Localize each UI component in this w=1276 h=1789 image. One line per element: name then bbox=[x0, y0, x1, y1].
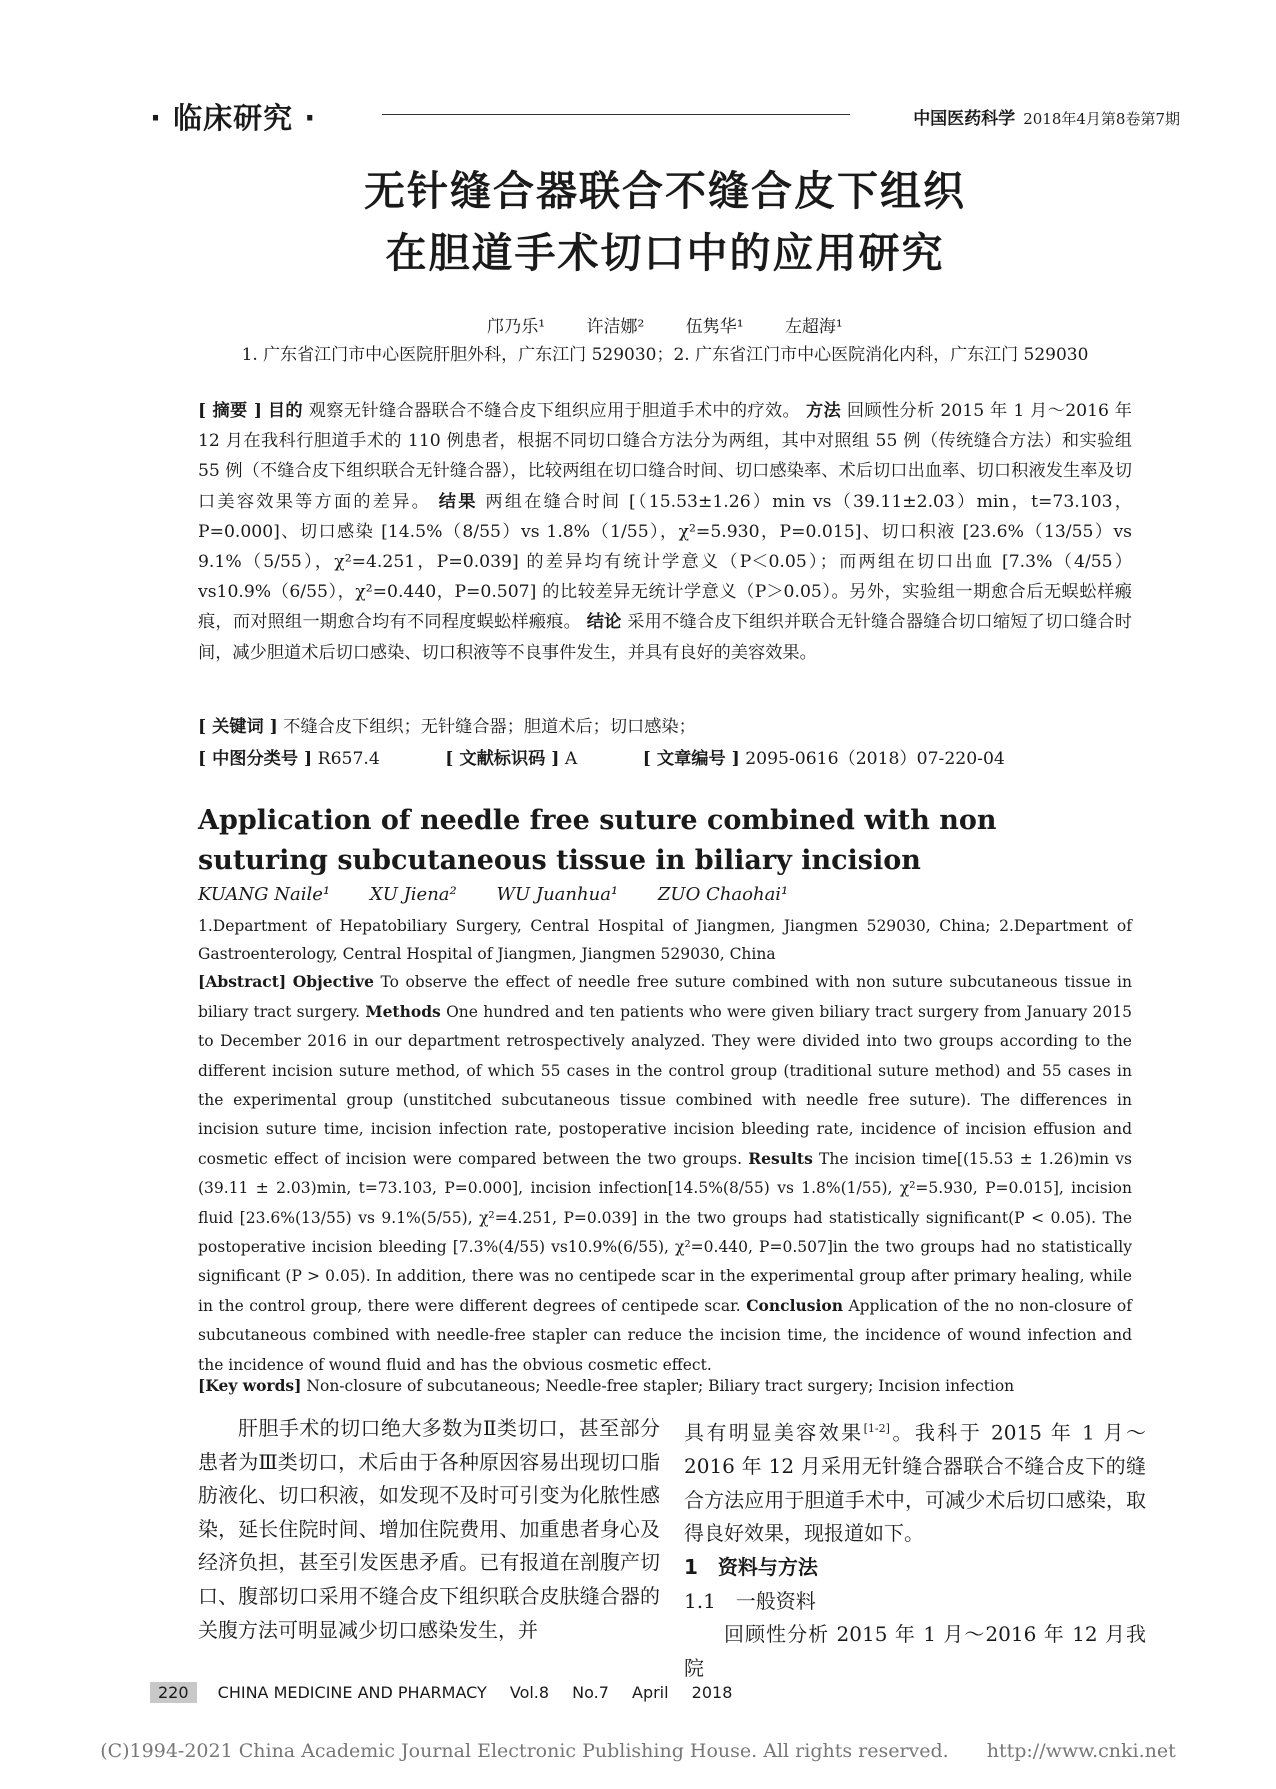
body-right-last-line: 回顾性分析 2015 年 1 月～2016 年 12 月我院 bbox=[684, 1622, 1146, 1680]
author: 邝乃乐¹ bbox=[487, 317, 546, 337]
en-objective-label: Objective bbox=[292, 972, 374, 991]
conclusion-label: 结论 bbox=[586, 612, 622, 633]
body-right-column bbox=[684, 1412, 1146, 1685]
column-label: · 临床研究 · bbox=[150, 101, 317, 135]
en-abstract-label: [Abstract] bbox=[198, 972, 287, 991]
english-author: KUANG Naile¹ bbox=[198, 884, 331, 905]
keywords-text: 不缝合皮下组织；无针缝合器；胆道术后；切口感染； bbox=[283, 717, 696, 737]
author: 伍隽华¹ bbox=[685, 317, 744, 337]
copyright-notice: (C)1994-2021 China Academic Journal Electronic Publishing House. All rights reserved. http://www.cnki.net bbox=[100, 1740, 1176, 1762]
page-footer bbox=[150, 1682, 750, 1706]
footer-journal: CHINA MEDICINE AND PHARMACY bbox=[217, 1683, 487, 1702]
conclusion-text: 采用不缝合皮下组织并联合无针缝合器缝合切口缩短了切口缝合时间，减少胆道术后切口感染、切口积液等不良事件发生，并具有良好的美容效果。 bbox=[198, 612, 1132, 663]
right-para-start: 具有明显美容效果 bbox=[684, 1420, 864, 1445]
english-author: ZUO Chaohai¹ bbox=[657, 884, 789, 905]
methods-text: 回顾性分析 2015 年 1 月～2016 年 12 月在我科行胆道手术的 110 例患者，根据不同切口缝合方法分为两组，其中对照组 55 例（传统缝合方法）和实验组 55 例（不缝合皮下组织联合无针缝合器），比较两组在切口缝合时间、切口感染率、术后切口出血率、切口积液发生率及切口美容效果等方面的差异。 bbox=[198, 401, 1132, 512]
en-results-label: Results bbox=[748, 1149, 813, 1169]
clc-label: [ 中图分类号 ] bbox=[198, 749, 313, 769]
affiliation: 1. 广东省江门市中心医院肝胆外科，广东江门 529030；2. 广东省江门市中心医院消化内科，广东江门 529030 bbox=[241, 345, 1089, 365]
footer-month: April bbox=[632, 1683, 669, 1702]
en-objective-text: To observe the effect of needle free suture combined with non suture subcutaneous tissue in biliary tract surgery. bbox=[198, 973, 1132, 1022]
footer-volume: Vol.8 bbox=[509, 1683, 550, 1702]
doc-code-value: A bbox=[564, 749, 578, 769]
cn-abstract bbox=[198, 396, 1132, 668]
journal-name: 中国医药科学 bbox=[913, 109, 1016, 129]
author-list bbox=[150, 312, 1180, 337]
clc-value: R657.4 bbox=[317, 749, 380, 769]
citation-ref: [1-2] bbox=[863, 1422, 890, 1435]
footer-number: No.7 bbox=[572, 1683, 609, 1702]
en-keywords-label: [Key words] bbox=[198, 1376, 302, 1395]
en-methods-text: One hundred and ten patients who were given biliary tract surgery from January 2015 to December 2016 in our department retrospectively analyzed. They were divided into two groups according to the different incision suture method, of which 55 cases in the control group (traditional suture method) and 55 cases in the experimental group (unstitched subcutaneous tissue combined with needle free suture). The differences in incision suture time, incision infection rate, postoperative incision bleeding rate, incidence of incision effusion and cosmetic effect of incision were compared between the two groups. bbox=[198, 1003, 1132, 1169]
doc-code-label: [ 文献标识码 ] bbox=[445, 749, 560, 769]
english-author: WU Juanhua¹ bbox=[496, 884, 619, 905]
subsection-heading: 1.1 一般资料 bbox=[684, 1588, 816, 1613]
objective-text: 观察无针缝合器联合不缝合皮下组织应用于胆道手术中的疗效。 bbox=[308, 401, 801, 421]
en-keywords-text: Non-closure of subcutaneous; Needle-free stapler; Biliary tract surgery; Incision infection bbox=[306, 1377, 1015, 1395]
classification-row bbox=[198, 744, 1005, 769]
journal-info bbox=[913, 104, 1180, 129]
keywords-label: [ 关键词 ] bbox=[198, 717, 278, 737]
body-right-paragraph bbox=[684, 1412, 1146, 1551]
objective-label: 目的 bbox=[267, 401, 303, 421]
body-left-paragraph: 肝胆手术的切口绝大多数为Ⅱ类切口，甚至部分患者为Ⅲ类切口，术后由于各种原因容易出现切口脂肪液化、切口积液，如发现不及时可引变为化脓性感染，延长住院时间、增加住院费用、加重患者身心及经济负担，甚至引发医患矛盾。已有报道在剖腹产切口、腹部切口采用不缝合皮下组织联合皮肤缝合器的关腹方法可明显减少切口感染发生，并 bbox=[198, 1416, 660, 1642]
author: 许洁娜² bbox=[586, 317, 645, 337]
keywords-row bbox=[198, 712, 696, 737]
methods-label: 方法 bbox=[805, 401, 842, 421]
en-methods-label: Methods bbox=[365, 1002, 441, 1022]
en-conclusion-text: Application of the no non-closure of subcutaneous combined with needle-free stapler can reduce the incision time, the incidence of wound infection and the incidence of wound fluid and has the obvious cosmetic effect. bbox=[198, 1297, 1132, 1374]
title-line-2: 在胆道手术切口中的应用研究 bbox=[385, 229, 945, 277]
article-no-label: [ 文章编号 ] bbox=[642, 749, 740, 769]
footer-year: 2018 bbox=[691, 1683, 733, 1702]
english-author-list bbox=[198, 884, 822, 905]
results-text: 两组在缝合时间 [（15.53±1.26）min vs（39.11±2.03）min，t=73.103，P=0.000]、切口感染 [14.5%（8/55）vs 1.8%（1/55），χ²=5.930，P=0.015]、切口积液 [23.6%（13/55）vs 9.1%（5/55），χ²=4.251，P=0.039] 的差异均有统计学意义（P＜0.05）；而两组在切口出血 [7.3%（4/55）vs10.9%（6/55），χ²=0.440，P=0.507] 的比较差异无统计学意义（P＞0.05）。另外，实验组一期愈合后无蜈蚣样瘢痕，而对照组一期愈合均有不同程度蜈蚣样瘢痕。 bbox=[198, 491, 1132, 633]
right-para-end: 。我科于 2015 年 1 月～2016 年 12 月采用无针缝合器联合不缝合皮下的缝合方法应用于胆道手术中，可减少术后切口感染，取得良好效果，现报道如下。 bbox=[684, 1420, 1146, 1546]
english-title: Application of needle free suture combined with non suturing subcutaneous tissue in biliary incision bbox=[198, 805, 997, 876]
page-header bbox=[150, 92, 1180, 142]
issue-info: 2018年4月第8卷第7期 bbox=[1023, 110, 1180, 128]
en-conclusion-label: Conclusion bbox=[746, 1296, 843, 1316]
page-number: 220 bbox=[150, 1682, 197, 1703]
abstract-label: [ 摘要 ] bbox=[198, 401, 263, 421]
english-keywords bbox=[198, 1376, 1014, 1395]
english-affiliation: 1.Department of Hepatobiliary Surgery, Central Hospital of Jiangmen, Jiangmen 529030, China; 2.Department of Gastroenterology, Central Hospital of Jiangmen, Jiangmen 529030, China bbox=[198, 917, 1132, 963]
section-heading: 1 资料与方法 bbox=[684, 1555, 818, 1580]
results-label: 结果 bbox=[438, 491, 478, 512]
english-abstract bbox=[198, 967, 1132, 1380]
en-results-text: The incision time[(15.53 ± 1.26)min vs (39.11 ± 2.03)min, t=73.103, P=0.000], incision infection[14.5%(8/55) vs 1.8%(1/55), χ²=5.930, P=0.015], incision fluid [23.6%(13/55) vs 9.1%(5/55), χ²=4.251, P=0.039] in the two groups had statistically significant(P < 0.05). The postoperative incision bleeding [7.3%(4/55) vs10.9%(6/55), χ²=0.440, P=0.507]in the two groups had no statistically significant (P > 0.05). In addition, there was no centipede scar in the experimental group after primary healing, while in the control group, there were different degrees of centipede scar. bbox=[198, 1150, 1132, 1316]
english-author: XU Jiena² bbox=[369, 884, 457, 905]
author: 左超海¹ bbox=[784, 317, 843, 337]
header-rule bbox=[382, 114, 850, 115]
title-line-1: 无针缝合器联合不缝合皮下组织 bbox=[364, 167, 966, 215]
article-no-value: 2095-0616（2018）07-220-04 bbox=[745, 749, 1005, 769]
